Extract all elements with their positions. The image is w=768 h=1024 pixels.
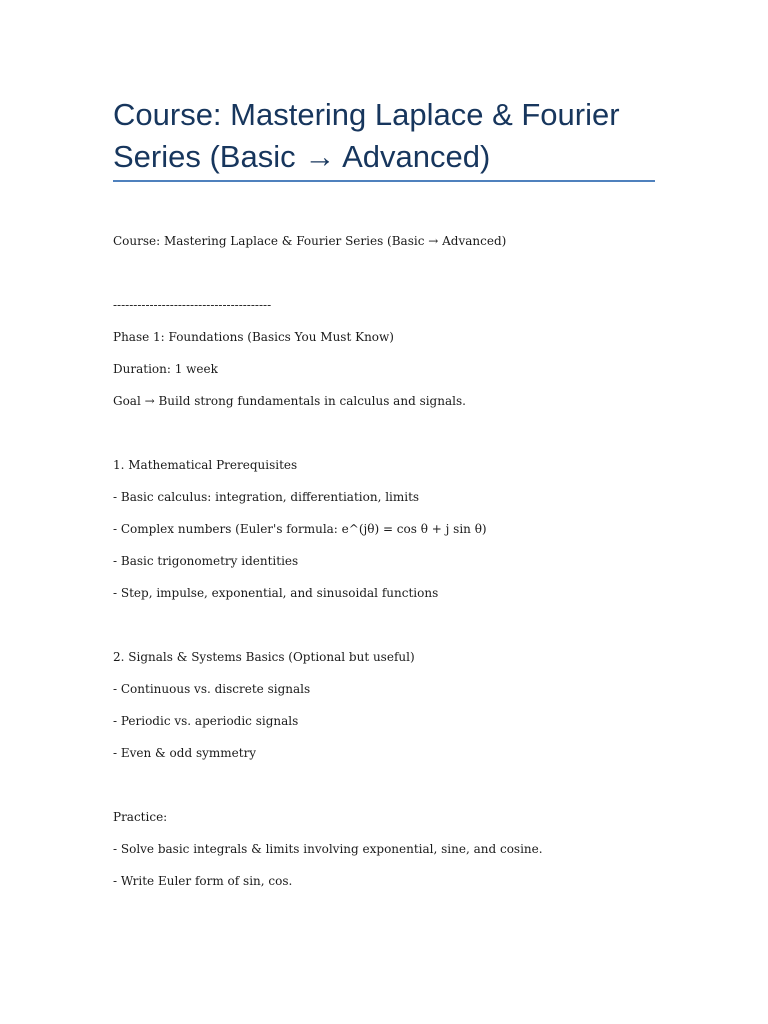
phase-heading: Phase 1: Foundations (Basics You Must Know) xyxy=(113,330,394,344)
document-title: Course: Mastering Laplace & Fourier Series (Basic → Advanced) xyxy=(113,97,620,174)
goal-line: Goal → Build strong fundamentals in calculus and signals. xyxy=(113,394,466,408)
list-item: - Continuous vs. discrete signals xyxy=(113,682,311,696)
course-line: Course: Mastering Laplace & Fourier Series (Basic → Advanced) xyxy=(113,234,507,248)
list-item: - Basic calculus: integration, differentiation, limits xyxy=(113,490,420,504)
list-item: - Basic trigonometry identities xyxy=(113,554,299,568)
list-item: - Complex numbers (Euler's formula: e^(jθ) = cos θ + j sin θ) xyxy=(113,522,487,536)
section-heading: 1. Mathematical Prerequisites xyxy=(113,458,298,472)
list-item: - Solve basic integrals & limits involving exponential, sine, and cosine. xyxy=(113,842,543,856)
title-underline xyxy=(113,180,655,182)
practice-heading: Practice: xyxy=(113,810,168,824)
list-item: - Write Euler form of sin, cos. xyxy=(113,874,293,888)
list-item: - Step, impulse, exponential, and sinusoidal functions xyxy=(113,586,439,600)
list-item: - Even & odd symmetry xyxy=(113,746,257,760)
duration-line: Duration: 1 week xyxy=(113,362,218,376)
list-item: - Periodic vs. aperiodic signals xyxy=(113,714,299,728)
separator-line: --------------------------------------- xyxy=(113,298,272,312)
section-heading: 2. Signals & Systems Basics (Optional but useful) xyxy=(113,650,415,664)
